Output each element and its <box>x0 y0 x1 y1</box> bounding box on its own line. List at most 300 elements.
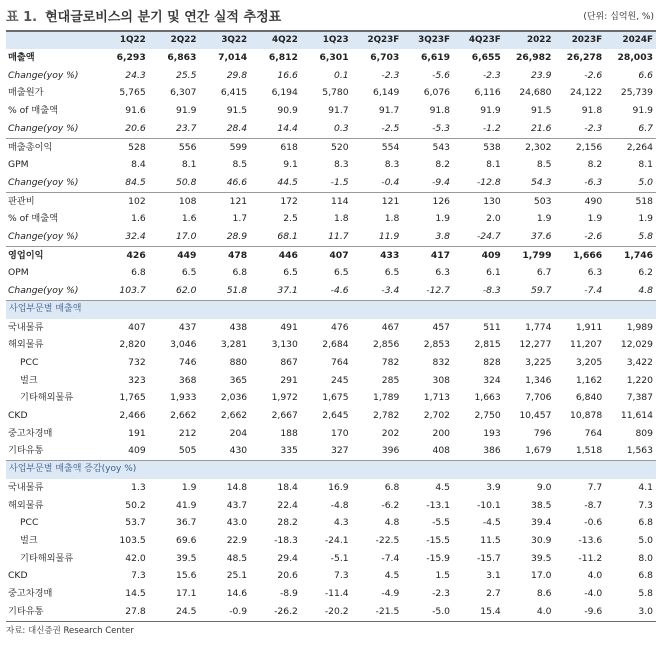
row-label: GPM <box>8 159 29 171</box>
table-row <box>6 228 656 246</box>
table-cell: 4.8 <box>384 517 400 529</box>
table-cell: 503 <box>504 192 555 210</box>
header-corner <box>6 32 98 49</box>
table-cell: 1,933 <box>170 392 197 404</box>
table-cell: -2.3 <box>482 69 501 81</box>
table-cell: 8.0 <box>638 552 653 564</box>
table-cell: 832 <box>432 356 451 368</box>
table-row <box>6 84 656 102</box>
table-row <box>6 389 656 407</box>
report-table-figure <box>6 0 656 636</box>
table-cell: 2,820 <box>119 339 146 351</box>
table-cell: 2,466 <box>119 410 146 422</box>
table-cell: 191 <box>128 427 146 439</box>
table-cell: 6,840 <box>575 392 603 404</box>
table-cell: 457 <box>432 321 451 333</box>
table-cell: 114 <box>301 192 352 210</box>
table-cell: 6,812 <box>268 52 298 63</box>
row-label: 영업이익 <box>6 246 98 264</box>
table-cell: 880 <box>229 356 248 368</box>
table-cell: 126 <box>402 192 453 210</box>
table-cell: 2,667 <box>271 410 298 422</box>
row-label: Change(yoy %) <box>8 176 79 188</box>
table-cell: 782 <box>381 356 400 368</box>
table-cell: 23.9 <box>531 69 552 81</box>
table-cell: 1,666 <box>554 246 605 264</box>
table-row <box>6 156 656 174</box>
table-cell: 91.8 <box>581 105 603 117</box>
row-label: OPM <box>8 267 29 279</box>
table-cell: 6.5 <box>384 267 400 279</box>
table-cell: -4.5 <box>482 517 501 529</box>
row-label: 매출액 <box>8 52 35 63</box>
table-cell: 32.4 <box>125 231 146 243</box>
table-cell: 6,301 <box>319 52 349 63</box>
table-cell: 37.6 <box>531 231 552 243</box>
table-cell: -11.4 <box>324 588 349 600</box>
column-header: 3Q23F <box>402 32 453 49</box>
table-cell: 11.7 <box>328 231 349 243</box>
table-cell: 25.1 <box>226 570 248 582</box>
table-cell: 91.9 <box>632 105 653 117</box>
table-cell: 5.0 <box>638 534 653 546</box>
table-cell: 6,655 <box>471 52 501 63</box>
table-cell: 17.0 <box>175 231 197 243</box>
table-cell: 505 <box>178 445 197 457</box>
table-cell: 437 <box>178 321 197 333</box>
table-row <box>6 138 656 156</box>
table-cell: 2,815 <box>474 339 501 351</box>
table-cell: 518 <box>605 192 656 210</box>
table-row <box>6 246 656 264</box>
table-cell: 867 <box>280 356 298 368</box>
table-cell: 8.4 <box>131 159 146 171</box>
table-cell: 1.5 <box>435 570 451 582</box>
table-cell: 3,281 <box>220 339 248 351</box>
table-cell: -26.2 <box>274 605 298 617</box>
table-cell: 1.3 <box>131 481 146 493</box>
table-cell: 8.1 <box>638 159 653 171</box>
table-cell: 2,662 <box>220 410 248 422</box>
table-cell: 130 <box>453 192 504 210</box>
table-cell: 324 <box>483 374 501 386</box>
table-cell: -21.5 <box>375 605 400 617</box>
unit-label: (단위: 십억원, %) <box>583 11 654 22</box>
row-label: Change(yoy %) <box>8 285 79 297</box>
table-cell: 8.1 <box>486 159 501 171</box>
table-cell: 91.5 <box>531 105 552 117</box>
table-cell: -8.9 <box>279 588 298 600</box>
table-cell: 732 <box>128 356 146 368</box>
table-cell: 4.0 <box>587 570 603 582</box>
table-cell: 28.4 <box>226 122 248 134</box>
table-cell: 3,130 <box>271 339 298 351</box>
table-cell: 2,750 <box>474 410 501 422</box>
table-cell: -2.6 <box>584 231 603 243</box>
title-row <box>6 0 656 32</box>
table-cell: 528 <box>98 138 149 156</box>
table-cell: 490 <box>554 192 605 210</box>
table-cell: 828 <box>483 356 501 368</box>
table-cell: 5,765 <box>119 87 146 99</box>
table-cell: 44.5 <box>277 176 298 188</box>
table-cell: 7.3 <box>131 570 146 582</box>
table-cell: 327 <box>331 445 349 457</box>
table-cell: 7.3 <box>638 499 653 511</box>
table-row <box>6 497 656 515</box>
table-cell: 30.9 <box>531 534 552 546</box>
row-label: 기타유통 <box>8 445 44 457</box>
table-row <box>6 514 656 532</box>
table-cell: 2,156 <box>554 138 605 156</box>
table-cell: 12,029 <box>620 339 653 351</box>
row-label: PCC <box>20 517 39 529</box>
table-cell: -3.4 <box>381 285 400 297</box>
row-label: 해외물류 <box>8 499 44 511</box>
table-cell: -2.3 <box>432 588 451 600</box>
table-cell: -2.6 <box>584 69 603 81</box>
table-cell: 69.6 <box>175 534 197 546</box>
table-row <box>6 336 656 354</box>
table-cell: 8.3 <box>384 159 400 171</box>
table-cell: -4.8 <box>330 499 349 511</box>
table-row <box>6 567 656 585</box>
table-cell: 6.5 <box>283 267 298 279</box>
table-cell: -12.7 <box>426 285 451 297</box>
table-cell: 6.7 <box>536 267 552 279</box>
table-cell: 0.3 <box>333 122 349 134</box>
table-cell: 368 <box>178 374 197 386</box>
table-cell: 335 <box>280 445 298 457</box>
table-cell: 1,162 <box>575 374 603 386</box>
table-cell: 91.9 <box>480 105 501 117</box>
table-cell: 16.9 <box>328 481 349 493</box>
table-cell: 51.8 <box>226 285 248 297</box>
table-cell: 6.8 <box>131 267 146 279</box>
table-cell: 16.6 <box>277 69 298 81</box>
table-cell: 2,662 <box>170 410 197 422</box>
table-row <box>6 49 656 67</box>
table-cell: 24,122 <box>570 87 603 99</box>
table-cell: 2.5 <box>283 213 298 225</box>
table-cell: -5.6 <box>432 69 451 81</box>
table-cell: 48.5 <box>226 552 248 564</box>
table-cell: 1.9 <box>435 213 451 225</box>
table-cell: 2,782 <box>373 410 400 422</box>
table-cell: 50.8 <box>175 176 197 188</box>
table-cell: 1.8 <box>384 213 400 225</box>
table-row <box>6 603 656 621</box>
table-cell: 59.7 <box>531 285 552 297</box>
table-cell: -1.2 <box>482 122 501 134</box>
table-cell: 62.0 <box>175 285 197 297</box>
table-cell: 245 <box>331 374 349 386</box>
column-header: 1Q22 <box>98 32 149 49</box>
table-cell: 90.9 <box>277 105 298 117</box>
column-header: 4Q23F <box>453 32 504 49</box>
table-cell: 1.8 <box>333 213 349 225</box>
row-label: 국내물류 <box>8 321 44 333</box>
table-cell: 91.8 <box>429 105 451 117</box>
table-cell: 7,387 <box>626 392 653 404</box>
table-cell: 1.9 <box>536 213 552 225</box>
table-cell: 6.3 <box>435 267 451 279</box>
table-cell: 8.3 <box>333 159 349 171</box>
table-row <box>6 282 656 300</box>
table-cell: 15.4 <box>480 605 501 617</box>
table-cell: 4.8 <box>638 285 653 297</box>
table-cell: 24.3 <box>125 69 146 81</box>
table-row <box>6 102 656 120</box>
table-cell: 6,149 <box>373 87 400 99</box>
row-label: 벌크 <box>20 374 38 386</box>
row-label: 기타유통 <box>8 605 44 617</box>
table-cell: 3,422 <box>626 356 653 368</box>
table-cell: 5.0 <box>638 176 653 188</box>
table-cell: 365 <box>229 374 248 386</box>
table-cell: 449 <box>149 246 200 264</box>
table-cell: 467 <box>381 321 400 333</box>
table-cell: 4.5 <box>435 481 451 493</box>
table-cell: 2,302 <box>504 138 555 156</box>
table-cell: 121 <box>199 192 250 210</box>
table-cell: 11,614 <box>620 410 653 422</box>
table-cell: 11.9 <box>378 231 400 243</box>
row-label: % of 매출액 <box>8 105 59 117</box>
table-cell: 17.1 <box>175 588 197 600</box>
table-cell: 28,003 <box>617 52 653 63</box>
table-cell: 1,679 <box>525 445 552 457</box>
table-cell: 6.8 <box>638 570 653 582</box>
row-label: 매출총이익 <box>6 138 98 156</box>
table-cell: -8.7 <box>584 499 603 511</box>
row-label: Change(yoy %) <box>8 231 79 243</box>
table-cell: 1,346 <box>525 374 552 386</box>
table-cell: 1,799 <box>504 246 555 264</box>
table-cell: 26,982 <box>516 52 552 63</box>
table-cell: 618 <box>250 138 301 156</box>
table-cell: 84.5 <box>125 176 146 188</box>
table-cell: 23.7 <box>175 122 197 134</box>
table-cell: -2.3 <box>381 69 400 81</box>
table-cell: 39.5 <box>531 552 552 564</box>
table-cell: 6.1 <box>486 267 501 279</box>
table-cell: 409 <box>453 246 504 264</box>
table-cell: 407 <box>301 246 352 264</box>
table-cell: 2,702 <box>423 410 451 422</box>
column-header: 4Q22 <box>250 32 301 49</box>
section-title: 사업부문별 매출액 증감(yoy %) <box>6 461 656 479</box>
column-header: 1Q23 <box>301 32 352 49</box>
table-cell: 6,307 <box>170 87 197 99</box>
table-cell: 53.7 <box>125 517 146 529</box>
table-cell: 764 <box>584 427 603 439</box>
table-cell: 50.2 <box>125 499 146 511</box>
table-cell: 2,856 <box>373 339 400 351</box>
table-cell: 8.5 <box>232 159 248 171</box>
table-cell: 42.0 <box>125 552 146 564</box>
row-label: Change(yoy %) <box>8 69 79 81</box>
table-cell: 102 <box>98 192 149 210</box>
table-cell: 6,863 <box>167 52 197 63</box>
table-cell: 1.9 <box>638 213 653 225</box>
table-cell: 511 <box>483 321 501 333</box>
table-cell: 2,036 <box>220 392 248 404</box>
table-cell: 430 <box>229 445 248 457</box>
table-cell: -9.6 <box>584 605 603 617</box>
row-label: 국내물류 <box>8 481 44 493</box>
table-cell: -7.4 <box>381 552 400 564</box>
table-cell: 43.0 <box>226 517 248 529</box>
table-cell: 8.2 <box>435 159 451 171</box>
table-cell: 41.9 <box>175 499 197 511</box>
table-cell: -5.3 <box>432 122 451 134</box>
section-header-row <box>6 300 656 318</box>
table-cell: 1,663 <box>474 392 501 404</box>
table-cell: 3,205 <box>575 356 603 368</box>
table-cell: 91.9 <box>175 105 197 117</box>
table-cell: 433 <box>352 246 403 264</box>
table-cell: -15.9 <box>426 552 451 564</box>
table-cell: 212 <box>178 427 197 439</box>
table-cell: -0.6 <box>584 517 603 529</box>
table-cell: -5.0 <box>432 605 451 617</box>
table-cell: 478 <box>199 246 250 264</box>
row-label: 매출원가 <box>8 87 44 99</box>
table-cell: 103.5 <box>119 534 146 546</box>
table-cell: 6,293 <box>116 52 146 63</box>
table-cell: 599 <box>199 138 250 156</box>
table-cell: 20.6 <box>125 122 146 134</box>
table-cell: 26,278 <box>566 52 603 63</box>
table-cell: 408 <box>432 445 451 457</box>
table-cell: 7.3 <box>333 570 349 582</box>
table-cell: 4.3 <box>333 517 349 529</box>
table-cell: 14.8 <box>226 481 248 493</box>
table-cell: 54.3 <box>531 176 552 188</box>
table-cell: 3,225 <box>525 356 552 368</box>
table-cell: -24.1 <box>324 534 349 546</box>
table-cell: 202 <box>381 427 400 439</box>
table-cell: 426 <box>98 246 149 264</box>
table-cell: 39.4 <box>531 517 552 529</box>
table-cell: 1.6 <box>131 213 146 225</box>
table-cell: 476 <box>331 321 349 333</box>
table-cell: 43.7 <box>226 499 248 511</box>
table-cell: 1,989 <box>626 321 653 333</box>
row-label: 중고차경매 <box>8 427 53 439</box>
table-cell: 446 <box>250 246 301 264</box>
table-cell: -7.4 <box>584 285 603 297</box>
row-label: Change(yoy %) <box>8 122 79 134</box>
table-row <box>6 192 656 210</box>
table-title <box>6 6 281 25</box>
table-cell: 438 <box>229 321 248 333</box>
table-cell: 6.7 <box>638 122 653 134</box>
column-header: 3Q22 <box>199 32 250 49</box>
table-cell: 2,853 <box>423 339 451 351</box>
table-cell: 4.0 <box>536 605 552 617</box>
table-cell: 746 <box>178 356 197 368</box>
table-cell: 6.8 <box>384 481 400 493</box>
column-header: 2024F <box>605 32 656 49</box>
table-cell: 91.7 <box>378 105 400 117</box>
table-cell: 8.5 <box>536 159 552 171</box>
table-cell: -12.8 <box>476 176 501 188</box>
table-cell: 6,076 <box>423 87 451 99</box>
table-cell: -10.1 <box>476 499 501 511</box>
table-cell: 386 <box>483 445 501 457</box>
table-cell: -5.5 <box>432 517 451 529</box>
table-cell: 396 <box>381 445 400 457</box>
table-cell: -13.6 <box>578 534 603 546</box>
table-cell: 22.4 <box>277 499 298 511</box>
table-cell: 38.5 <box>531 499 552 511</box>
table-cell: -6.2 <box>381 499 400 511</box>
table-cell: 308 <box>432 374 451 386</box>
table-cell: 10,878 <box>570 410 603 422</box>
table-cell: 1,746 <box>605 246 656 264</box>
table-cell: 556 <box>149 138 200 156</box>
table-cell: 407 <box>128 321 146 333</box>
table-cell: -1.5 <box>330 176 349 188</box>
table-cell: 12,277 <box>519 339 552 351</box>
table-cell: 1,972 <box>271 392 298 404</box>
table-cell: 6.5 <box>181 267 197 279</box>
table-cell: 91.7 <box>328 105 349 117</box>
table-cell: 1.6 <box>181 213 197 225</box>
table-cell: 6.8 <box>232 267 248 279</box>
table-row <box>6 67 656 85</box>
table-cell: 108 <box>149 192 200 210</box>
table-cell: 1,675 <box>322 392 349 404</box>
table-cell: 7.7 <box>587 481 603 493</box>
table-cell: 39.5 <box>175 552 197 564</box>
column-header: 2Q22 <box>149 32 200 49</box>
table-cell: 15.6 <box>175 570 197 582</box>
table-cell: 520 <box>301 138 352 156</box>
table-cell: -0.4 <box>381 176 400 188</box>
header-row <box>6 32 656 49</box>
table-cell: 21.6 <box>531 122 552 134</box>
table-cell: 28.2 <box>277 517 298 529</box>
table-cell: 6.2 <box>638 267 653 279</box>
table-cell: 7,014 <box>218 52 248 63</box>
table-cell: 27.8 <box>125 605 146 617</box>
table-cell: 91.6 <box>125 105 146 117</box>
table-cell: 2.7 <box>486 588 501 600</box>
table-cell: -24.7 <box>476 231 501 243</box>
table-cell: 6.6 <box>638 69 653 81</box>
table-cell: 25,739 <box>620 87 653 99</box>
table-cell: 170 <box>331 427 349 439</box>
table-cell: 1,220 <box>626 374 653 386</box>
table-cell: 22.9 <box>226 534 248 546</box>
table-cell: 0.1 <box>333 69 349 81</box>
table-cell: 5.8 <box>638 231 653 243</box>
table-cell: 4.1 <box>638 481 653 493</box>
table-cell: 103.7 <box>119 285 146 297</box>
table-cell: 538 <box>453 138 504 156</box>
table-cell: 417 <box>402 246 453 264</box>
table-cell: -15.7 <box>476 552 501 564</box>
row-label: 기타해외물류 <box>20 552 74 564</box>
table-cell: 323 <box>128 374 146 386</box>
table-row <box>6 174 656 192</box>
table-cell: 6,116 <box>474 87 501 99</box>
table-title-text: 현대글로비스의 분기 및 연간 실적 추정표 <box>45 9 282 25</box>
table-row <box>6 550 656 568</box>
